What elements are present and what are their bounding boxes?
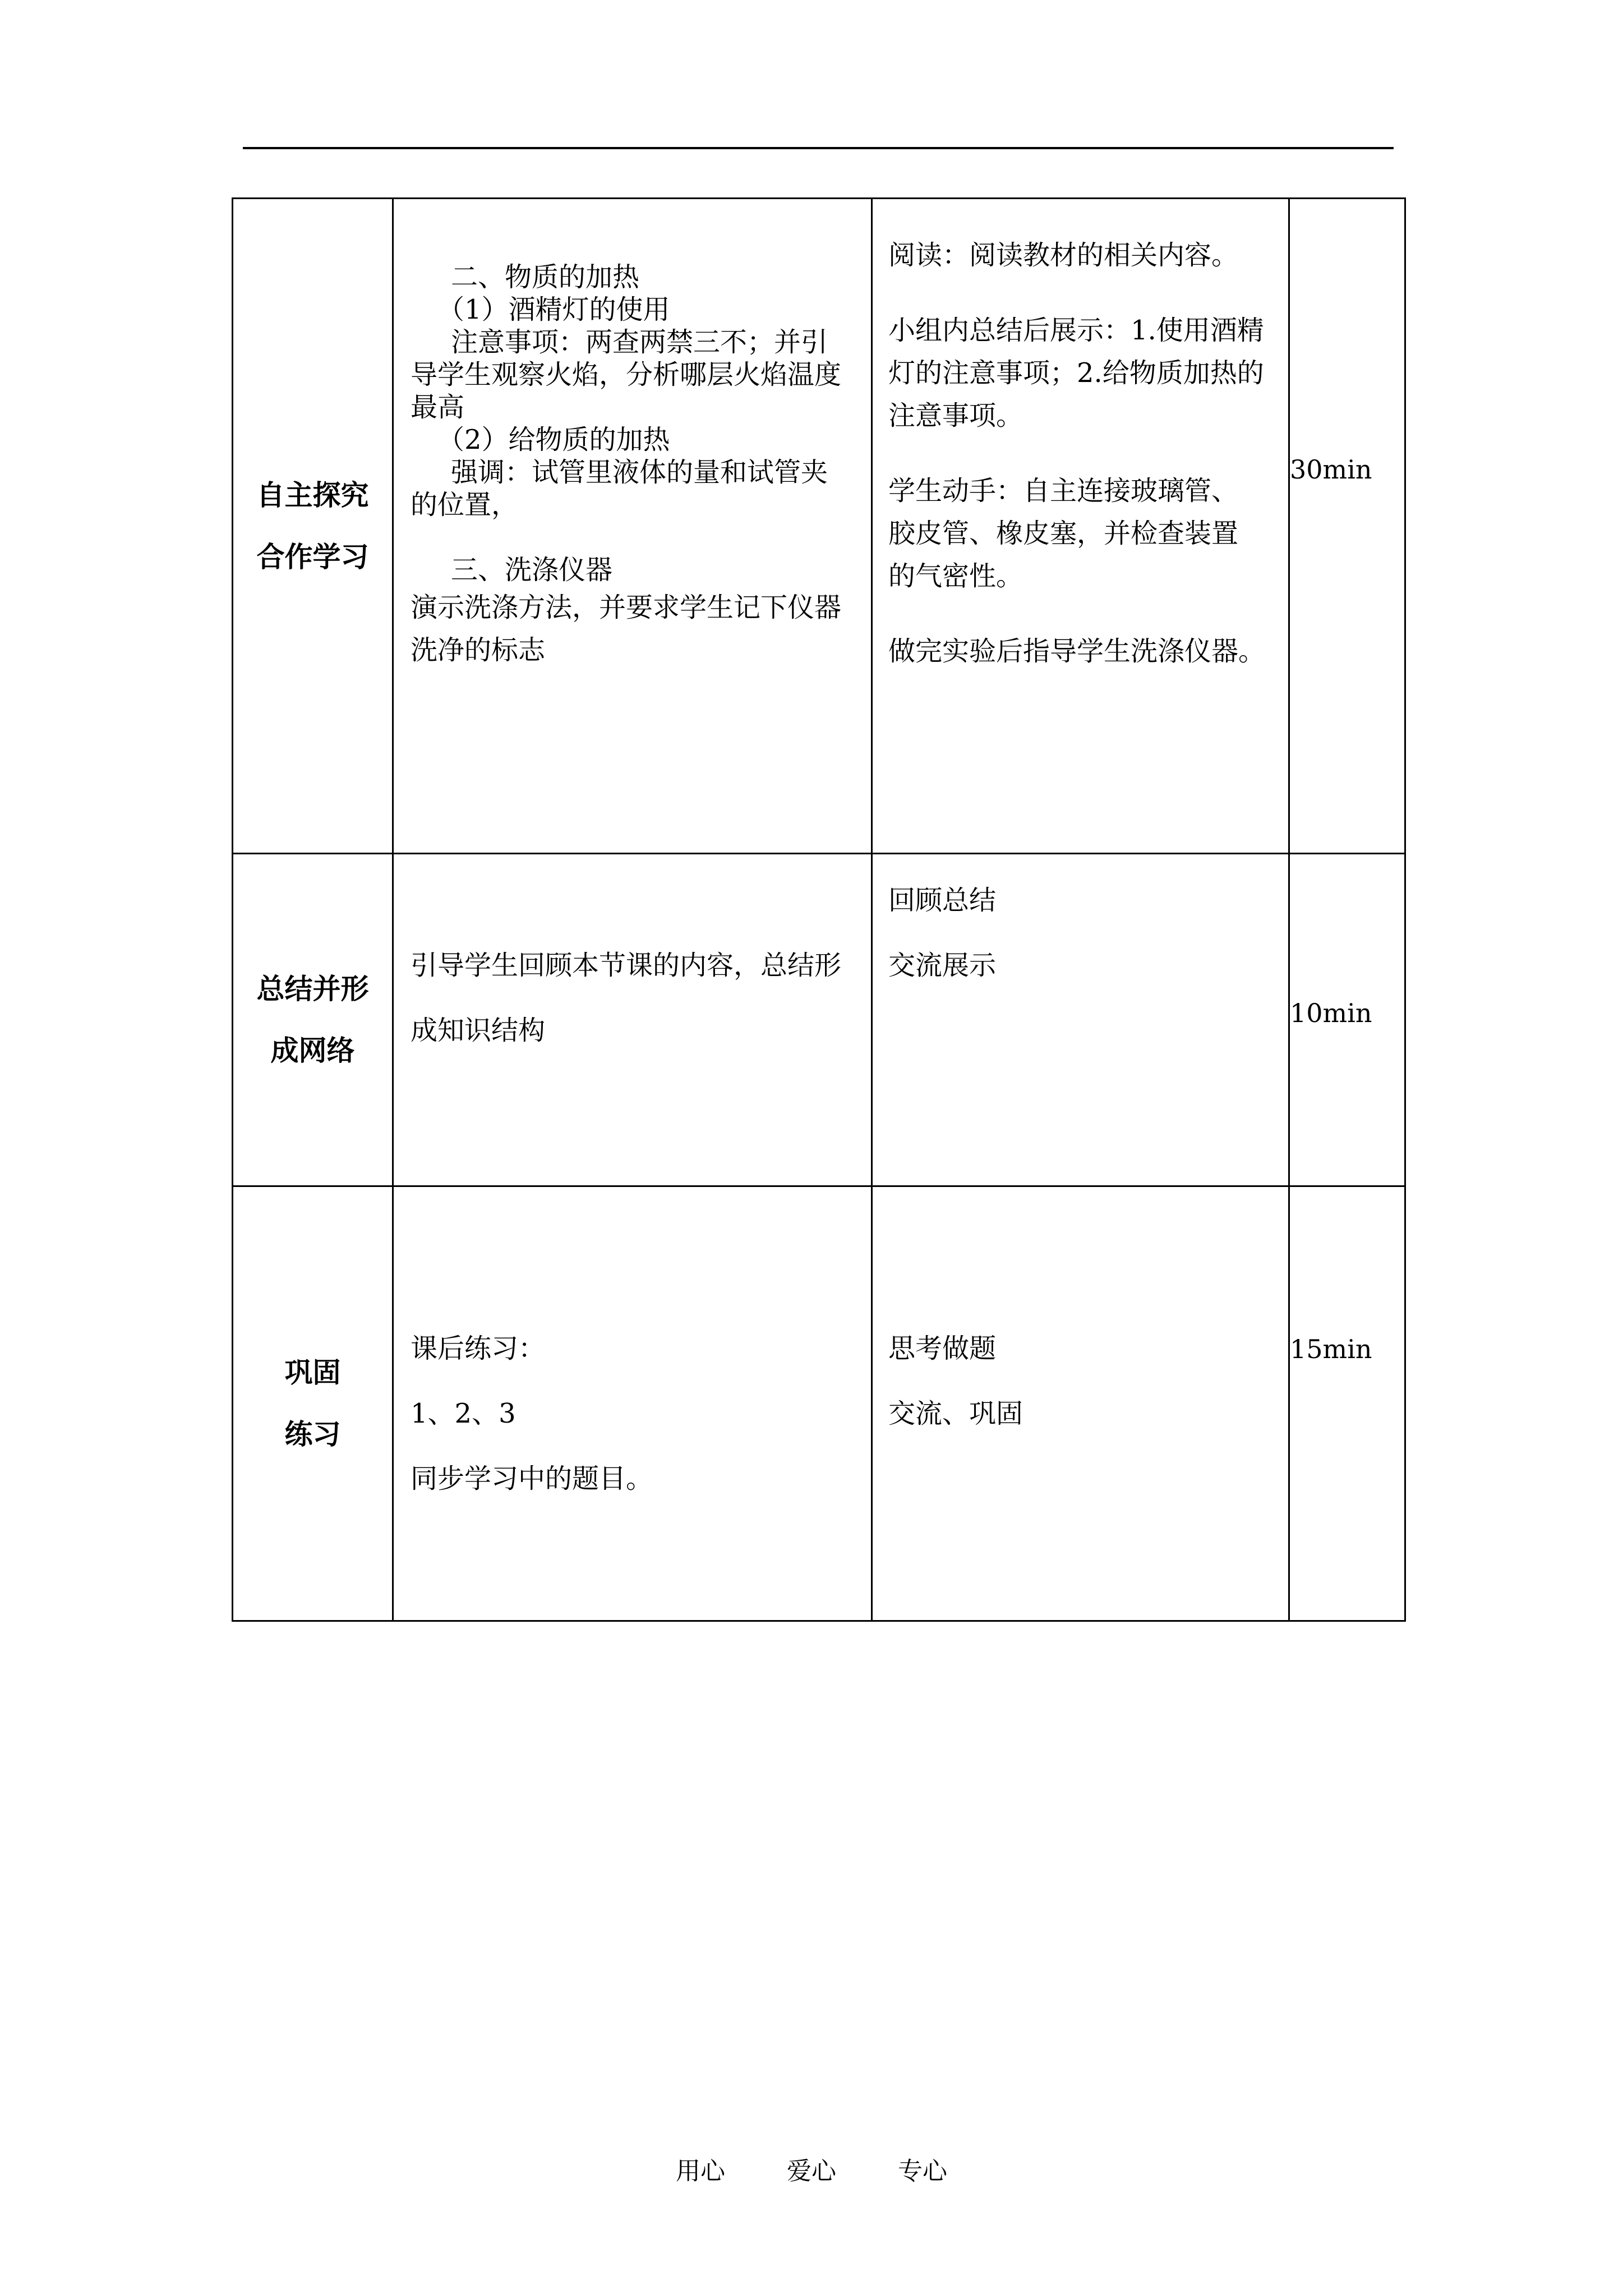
- text-line: 1、2、3: [411, 1398, 516, 1429]
- table-row: [233, 854, 1405, 1186]
- text-line: 引导学生回顾本节课的内容，总结形: [411, 950, 842, 981]
- footer-word: 爱心: [787, 2157, 836, 2185]
- text-line: 强调：试管里液体的量和试管夹: [451, 457, 828, 488]
- student-activity-cell: [872, 854, 1289, 1186]
- table-row: [233, 1186, 1405, 1621]
- text-line: 小组内总结后展示：1.使用酒精: [888, 315, 1264, 346]
- text-line: 成知识结构: [411, 1015, 546, 1046]
- stage-label: 总结并形: [256, 973, 369, 1005]
- table-row: [233, 199, 1405, 854]
- stage-label: 巩固: [284, 1356, 341, 1389]
- text-line: 注意事项。: [888, 400, 1023, 431]
- text-line: 演示洗涤方法，并要求学生记下仪器: [411, 592, 842, 623]
- text-line: 的位置，: [411, 489, 519, 521]
- text-line: 交流、巩固: [888, 1398, 1023, 1429]
- footer-word: 专心: [898, 2157, 947, 2185]
- page-footer: [0, 2151, 1623, 2187]
- text-line: 回顾总结: [888, 885, 997, 916]
- text-line: 洗净的标志: [411, 634, 546, 666]
- teacher-activity-cell: [393, 199, 872, 854]
- teacher-activity-cell: [393, 1186, 872, 1621]
- stage-cell: [233, 854, 393, 1186]
- section-heading: 二、物质的加热: [451, 261, 640, 293]
- text-line: 注意事项：两查两禁三不；并引: [451, 326, 828, 358]
- text-line: 交流展示: [888, 950, 997, 981]
- text-line: （1）酒精灯的使用: [437, 294, 670, 325]
- text-line: 课后练习：: [411, 1333, 546, 1364]
- section-heading: 三、洗涤仪器: [451, 554, 613, 586]
- text-line: 阅读：阅读教材的相关内容。: [888, 240, 1239, 271]
- time-cell: [1289, 854, 1405, 1186]
- text-line: 同步学习中的题目。: [411, 1463, 653, 1494]
- stage-label: 自主探究: [256, 478, 369, 512]
- stage-label: 练习: [284, 1418, 341, 1451]
- header-rule: [243, 147, 1394, 149]
- stage-label: 成网络: [270, 1034, 355, 1067]
- stage-cell: [233, 199, 393, 854]
- stage-label: 合作学习: [256, 540, 369, 573]
- stage-cell: [233, 1186, 393, 1621]
- text-line: 做完实验后指导学生洗涤仪器。: [888, 636, 1266, 667]
- duration: 15min: [1290, 1334, 1372, 1364]
- text-line: （2）给物质的加热: [437, 424, 670, 455]
- footer-word: 用心: [676, 2157, 725, 2185]
- text-line: 胶皮管、橡皮塞，并检查装置: [888, 518, 1239, 549]
- teacher-activity-cell: [393, 854, 872, 1186]
- lesson-plan-table: [232, 197, 1406, 1622]
- text-line: 思考做题: [888, 1333, 997, 1364]
- student-activity-cell: [872, 1186, 1289, 1621]
- text-line: 最高: [411, 392, 465, 423]
- duration: 10min: [1290, 998, 1372, 1028]
- time-cell: [1289, 199, 1405, 854]
- time-cell: [1289, 1186, 1405, 1621]
- duration: 30min: [1290, 454, 1372, 485]
- student-activity-cell: [872, 199, 1289, 854]
- text-line: 的气密性。: [888, 560, 1023, 592]
- text-line: 学生动手：自主连接玻璃管、: [888, 475, 1239, 507]
- text-line: 灯的注意事项；2.给物质加热的: [888, 357, 1264, 389]
- text-line: 导学生观察火焰，分析哪层火焰温度: [411, 359, 842, 390]
